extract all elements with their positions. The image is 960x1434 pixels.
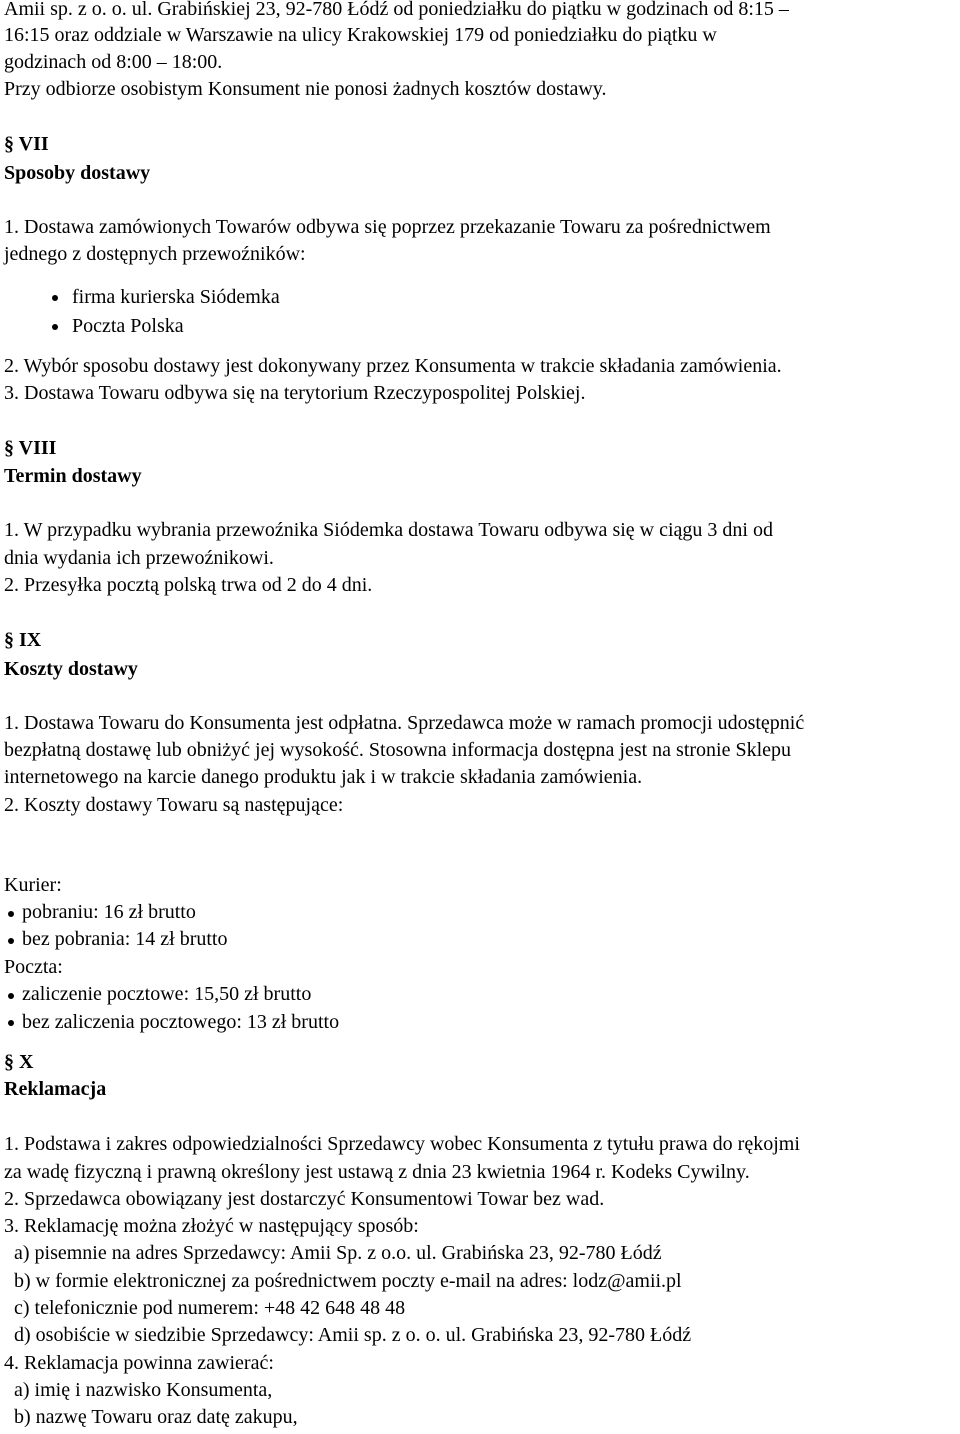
- intro-line: godzinach od 8:00 – 18:00.: [4, 51, 223, 73]
- paragraph-line: dnia wydania ich przewoźnikowi.: [4, 547, 274, 569]
- section-x-number: § X: [4, 1051, 34, 1073]
- intro-line: Amii sp. z o. o. ul. Grabińskiej 23, 92-780 Łódź od poniedziałku do piątku w godzinach od 8:15 –: [4, 0, 789, 20]
- bullet-icon: [52, 324, 58, 330]
- paragraph-line: 1. W przypadku wybrania przewoźnika Siódemka dostawa Towaru odbywa się w ciągu 3 dni od: [4, 519, 773, 541]
- section-viii-title: Termin dostawy: [4, 465, 142, 487]
- paragraph-line: jednego z dostępnych przewoźników:: [4, 243, 306, 265]
- content-item: b) nazwę Towaru oraz datę zakupu,: [14, 1406, 298, 1428]
- paragraph-line: 2. Sprzedawca obowiązany jest dostarczyć Konsumentowi Towar bez wad.: [4, 1188, 605, 1210]
- section-x-title: Reklamacja: [4, 1078, 107, 1100]
- bullet-icon: [52, 295, 58, 301]
- list-item: firma kurierska Siódemka: [72, 286, 280, 308]
- price-item: bez pobrania: 14 zł brutto: [22, 928, 228, 950]
- method-item: b) w formie elektronicznej za pośrednictwem poczty e-mail na adres: lodz@amii.pl: [14, 1270, 682, 1292]
- paragraph-line: 3. Dostawa Towaru odbywa się na terytorium Rzeczypospolitej Polskiej.: [4, 382, 586, 404]
- section-ix-title: Koszty dostawy: [4, 658, 138, 680]
- bullet-icon: [8, 911, 14, 917]
- method-item: c) telefonicznie pod numerem: +48 42 648 48 48: [14, 1297, 406, 1319]
- section-viii-number: § VIII: [4, 437, 57, 459]
- paragraph-line: 2. Koszty dostawy Towaru są następujące:: [4, 794, 344, 816]
- bullet-icon: [8, 1020, 14, 1026]
- paragraph-line: 1. Dostawa Towaru do Konsumenta jest odpłatna. Sprzedawca może w ramach promocji udostępnić: [4, 712, 805, 734]
- courier-label: Kurier:: [4, 874, 62, 896]
- paragraph-line: 1. Dostawa zamówionych Towarów odbywa się poprzez przekazanie Towaru za pośrednictwem: [4, 216, 771, 238]
- section-vii-title: Sposoby dostawy: [4, 162, 151, 184]
- paragraph-line: 2. Przesyłka pocztą polską trwa od 2 do 4 dni.: [4, 574, 373, 596]
- bullet-icon: [8, 938, 14, 944]
- method-item: d) osobiście w siedzibie Sprzedawcy: Amii sp. z o. o. ul. Grabińska 23, 92-780 Łódź: [14, 1324, 692, 1346]
- intro-line: 16:15 oraz oddziale w Warszawie na ulicy Krakowskiej 179 od poniedziałku do piątku w: [4, 24, 717, 46]
- method-item: a) pisemnie na adres Sprzedawcy: Amii Sp. z o.o. ul. Grabińska 23, 92-780 Łódź: [14, 1242, 662, 1264]
- paragraph-line: 2. Wybór sposobu dostawy jest dokonywany przez Konsumenta w trakcie składania zamówienia.: [4, 355, 782, 377]
- paragraph-line: 3. Reklamację można złożyć w następujący sposób:: [4, 1215, 419, 1237]
- price-item: bez zaliczenia pocztowego: 13 zł brutto: [22, 1011, 340, 1033]
- paragraph-line: internetowego na karcie danego produktu jak i w trakcie składania zamówienia.: [4, 766, 643, 788]
- paragraph-line: za wadę fizyczną i prawną określony jest ustawą z dnia 23 kwietnia 1964 r. Kodeks Cywilny.: [4, 1161, 750, 1183]
- price-item: pobraniu: 16 zł brutto: [22, 901, 196, 923]
- paragraph-line: 4. Reklamacja powinna zawierać:: [4, 1352, 274, 1374]
- post-label: Poczta:: [4, 956, 63, 978]
- bullet-icon: [8, 993, 14, 999]
- list-item: Poczta Polska: [72, 315, 184, 337]
- intro-line: Przy odbiorze osobistym Konsument nie ponosi żadnych kosztów dostawy.: [4, 78, 607, 100]
- section-ix-number: § IX: [4, 629, 42, 651]
- paragraph-line: bezpłatną dostawę lub obniżyć jej wysokość. Stosowna informacja dostępna jest na stronie Sklepu: [4, 739, 792, 761]
- section-vii-number: § VII: [4, 133, 49, 155]
- paragraph-line: 1. Podstawa i zakres odpowiedzialności Sprzedawcy wobec Konsumenta z tytułu prawa do rękojmi: [4, 1133, 800, 1155]
- price-item: zaliczenie pocztowe: 15,50 zł brutto: [22, 983, 312, 1005]
- content-item: a) imię i nazwisko Konsumenta,: [14, 1379, 273, 1401]
